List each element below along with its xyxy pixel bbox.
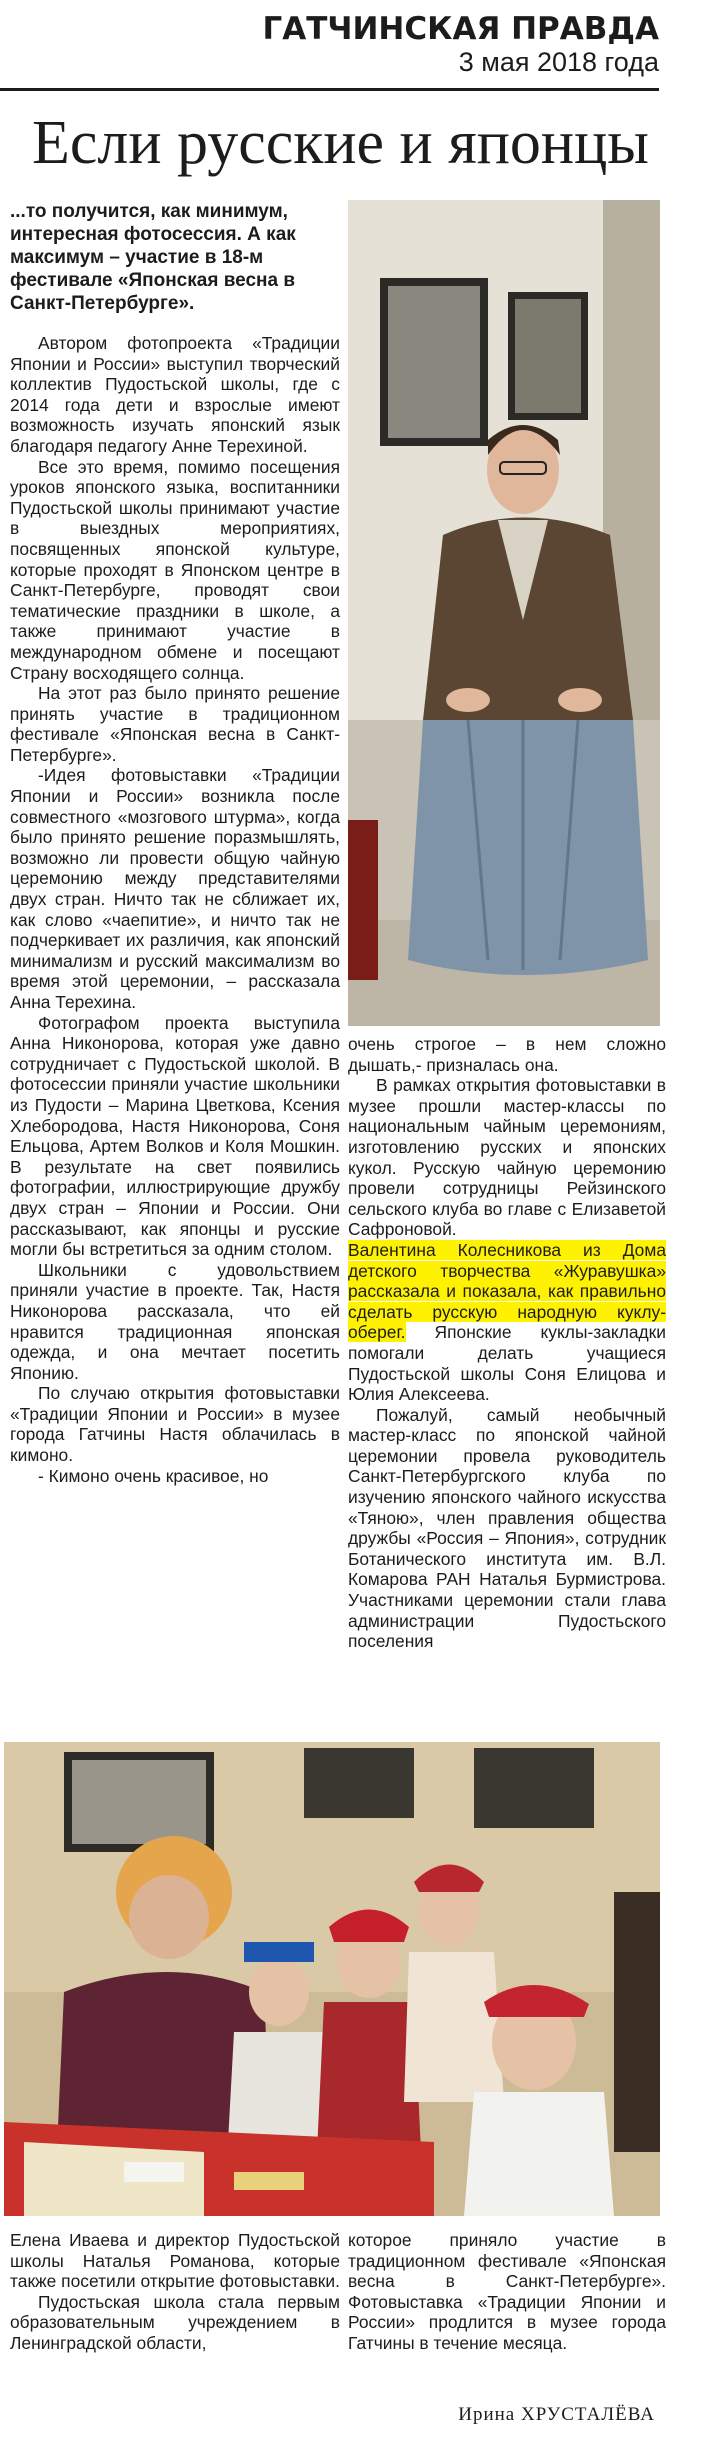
article-headline: Если русские и японцы [32, 109, 649, 177]
paragraph: Елена Иваева и директор Пудостьской школы Наталья Романова, которые также посетили открытие фотовыставки. [10, 2230, 340, 2292]
masthead-rule [0, 88, 659, 91]
paragraph: Пожалуй, самый необычный мастер-класс по японской чайной церемонии провела руководитель Санкт-Петербургского клуба по изучению японского чайного искусства «Тяною», член правления общества дружбы «Россия – Япония», сотрудник Ботанического института им. В.Л. Комарова РАН Наталья Бурмистрова. Участниками церемонии стали глава администрации Пудостьского поселения [348, 1404, 666, 1652]
column-bottom-right [348, 2230, 666, 2354]
column-bottom-left [10, 2230, 340, 2354]
column-right [348, 1034, 666, 1652]
highlighted-sentence: Валентина Колесникова из Дома детского творчества «Журавушка» рассказала и показала, как правильно сделать русскую народную куклу-оберег. [348, 1239, 666, 1343]
paragraph: Пудостьская школа стала первым образовательным учреждением в Ленинградской области, [10, 2291, 340, 2353]
paragraph: Школьники с удовольствием приняли участие в проекте. Так, Настя Никонорова рассказала, что ей нравится традиционная японская одежда, и она мечтает посетить Японию. [10, 1259, 340, 1383]
paragraph: Японские куклы-закладки помогали делать учащиеся Пудостьской школы Соня Елицова и Юлия Алексеева. [348, 1322, 666, 1405]
photo-man-in-kimono [348, 200, 660, 1026]
paragraph: -Идея фотовыставки «Традиции Японии и России» возникла после совместного «мозгового штурма», когда было принято решение поразмышлять, возможно ли провести общую чайную церемонию между представителями двух стран. Ничто так не сближает их, как слово «чаепитие», и ничто так не подчеркивает их различия, как японский минимализм и русский максимализм во время этой церемонии, – рассказала Анна Терехина. [10, 765, 340, 1012]
newspaper-name: ГАТЧИНСКАЯ ПРАВДА [262, 11, 659, 47]
kimono-photo-illustration [348, 200, 660, 1026]
paragraph: - Кимоно очень красивое, но [38, 1465, 269, 1486]
paragraph: В рамках открытия фотовыставки в музее прошли мастер-классы по национальным чайным церемониям, изготовлению русских и японских кукол. Русскую чайную церемонию провели сотрудницы Рейзинского сельского клуба во главе с Елизаветой Сафроновой. [348, 1075, 666, 1240]
photo-doll-workshop [4, 1742, 660, 2216]
paragraph: которое приняло участие в традиционном фестивале «Японская весна в Санкт-Петербурге». Фотовыставка «Традиции Японии и России» продлится в музее города Гатчины в течение месяца. [348, 2230, 666, 2353]
paragraph: очень строгое – в нем сложно дышать,- призналась она. [348, 1034, 666, 1075]
paragraph: По случаю открытия фотовыставки «Традиции Японии и России» в музее города Гатчины Настя облачилась в кимоно. [10, 1383, 340, 1466]
issue-date: 3 мая 2018 года [458, 47, 659, 77]
paragraph: На этот раз было принято решение принять участие в традиционном фестивале «Японская весна в Санкт-Петербурге». [10, 683, 340, 765]
masthead [263, 12, 659, 78]
paragraph: Автором фотопроекта «Традиции Японии и России» выступил творческий коллектив Пудостьской школы, где с 2014 года дети и взрослые имеют возможность изучать японский язык благодаря педагогу Анне Терехиной. [10, 333, 340, 456]
column-left [10, 200, 340, 1486]
paragraph: Фотографом проекта выступила Анна Никонорова, которая уже давно сотрудничает с Пудостьской школой. В фотосессии приняли участие школьники из Пудости – Марина Цветкова, Ксения Хлебородова, Настя Никонорова, Соня Ельцова, Артем Волков и Коля Мошкин. В результате на свет появились фотографии, иллюстрирующие дружбу двух стран – Японии и России. Они рассказывают, как японцы и русские могли бы встретиться за одним столом. [10, 1012, 340, 1260]
workshop-photo-illustration [4, 1742, 660, 2216]
article-lead: ...то получится, как минимум, интересная фотосессия. А как максимум – участие в 18-м фестивале «Японская весна в Санкт-Петербурге». [10, 201, 296, 314]
author-signature: Ирина ХРУСТАЛЁВА [458, 2404, 655, 2425]
paragraph: Все это время, помимо посещения уроков японского языка, воспитанники Пудостьской школы принимают участие в выездных мероприятиях, посвященных японской культуре, которые проходят в Японском центре в Санкт-Петербурге, проводят свои тематические праздники в школе, а также принимают участие в международном обмене и посещают Страну восходящего солнца. [10, 456, 340, 683]
